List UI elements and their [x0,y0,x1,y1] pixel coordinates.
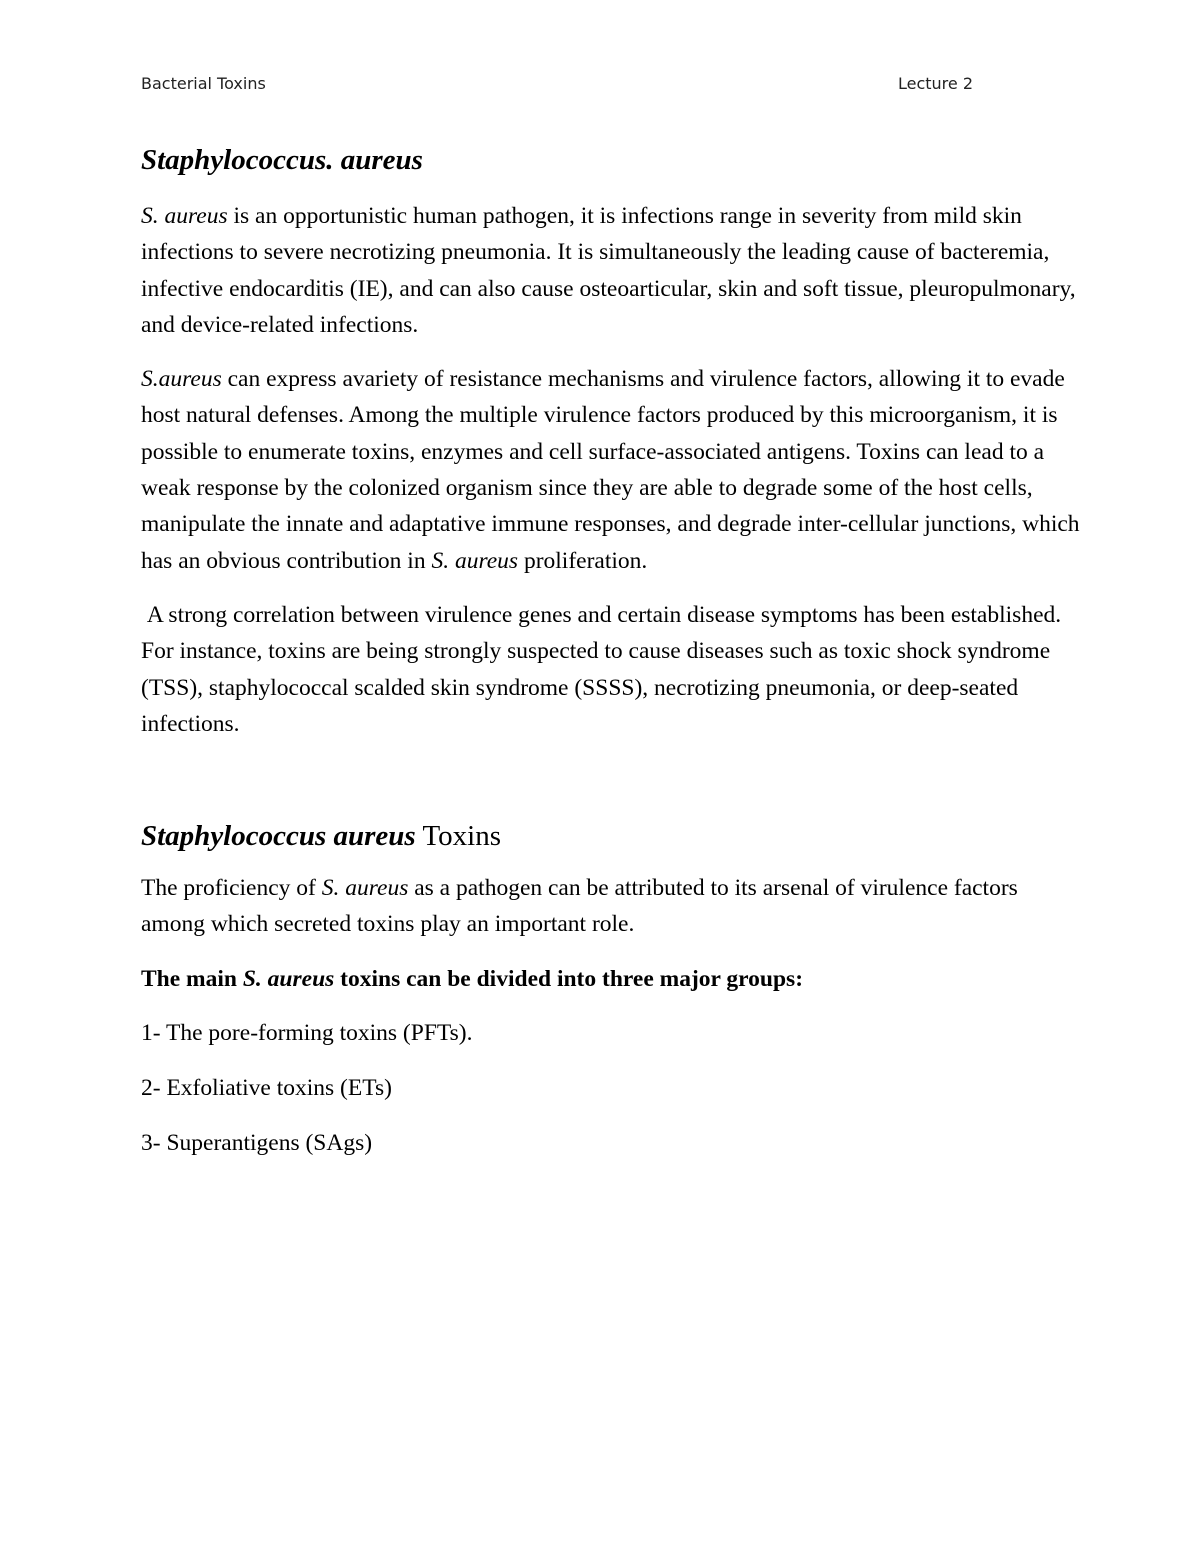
list-item-superantigens: 3- Superantigens (SAgs) [141,1129,373,1156]
section-title-toxins [141,816,1081,856]
paragraph-proficiency [141,870,1081,943]
paragraph-text: proliferation. [518,547,648,574]
header-lecture-number: Lecture 2 [897,74,973,93]
paragraph-text: is an opportunistic human pathogen, it is infections range in severity from mild skin infections to severe necrotizing pneumonia. It is simultaneously the leading cause of bacteremia, infective endocarditis (IE), and can also cause osteoarticular, skin and soft tissue, pleuropulmonary, and device-related infections. [141,203,1076,338]
running-header [141,74,973,98]
species-name: S. aureus [431,547,519,574]
species-name: S.aureus [141,366,222,393]
paragraph-correlation: A strong correlation between virulence genes and certain disease symptoms has been established. For instance, toxins are being strongly suspected to cause diseases such as toxic shock syndrome (TSS), staphylococcal scalded skin syndrome (SSSS), necrotizing pneumonia, or deep-seated infections. [141,601,1068,737]
paragraph-overview [141,198,1081,343]
paragraph-text: The proficiency of [141,875,322,902]
species-name: S. aureus [242,965,335,992]
paragraph-text: can express avariety of resistance mechanisms and virulence factors, allowing it to evade host natural defenses. Among the multiple virulence factors produced by this microorganism, it is possible to enumerate toxins, enzymes and cell surface-associated antigens. Toxins can lead to a weak response by the colonized organism since they are able to degrade some of the host cells, manipulate the innate and adaptative immune responses, and degrade inter-cellular junctions, which has an obvious contribution in [141,366,1080,574]
species-name: S. aureus [321,875,409,902]
heading-text: toxins can be divided into three major groups: [334,965,804,992]
paragraph-text: as a pathogen can be attributed to its arsenal of virulence factors among which secreted toxins play an important role. [141,875,1018,938]
title-species: Staphylococcus aureus [141,820,416,853]
list-item-exfoliative-toxins: 2- Exfoliative toxins (ETs) [141,1074,392,1101]
header-course-title: Bacterial Toxins [141,74,266,93]
document-body [141,140,1081,1179]
section-spacer [141,760,1081,816]
heading-text: The main [141,965,243,992]
title-rest: Toxins [415,820,501,853]
section-title-staphylococcus: Staphylococcus. aureus [141,144,423,176]
paragraph-virulence [141,361,1081,579]
species-name: S. aureus [141,203,228,229]
groups-heading [141,961,1081,997]
list-item-pore-forming-toxins: 1- The pore-forming toxins (PFTs). [141,1020,473,1047]
